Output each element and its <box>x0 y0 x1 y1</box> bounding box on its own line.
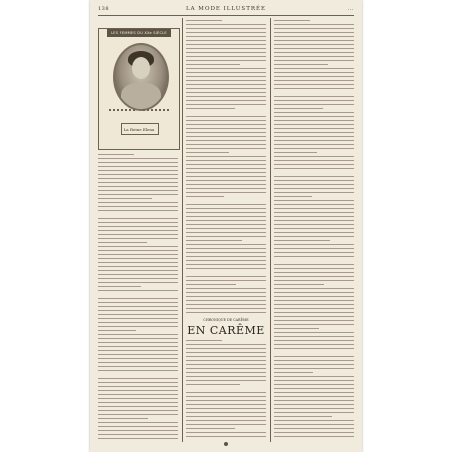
text-line <box>98 238 178 239</box>
text-line <box>186 144 266 145</box>
text-line <box>186 172 266 173</box>
text-line <box>186 20 222 21</box>
column-middle-lower-text <box>186 340 266 440</box>
text-line <box>98 182 178 183</box>
text-line <box>98 354 178 355</box>
text-line <box>186 184 266 185</box>
text-line <box>98 382 178 383</box>
text-line <box>274 264 354 265</box>
text-line <box>98 290 178 291</box>
header-rule <box>98 15 354 16</box>
text-line <box>186 412 266 413</box>
text-line <box>186 32 266 33</box>
text-line <box>274 20 310 21</box>
text-line <box>274 256 354 257</box>
text-line <box>274 136 354 137</box>
text-line <box>186 28 266 29</box>
text-line <box>98 242 147 243</box>
text-line <box>274 224 354 225</box>
text-line <box>274 356 354 357</box>
text-line <box>186 136 266 137</box>
text-line <box>274 192 354 193</box>
text-line <box>274 204 354 205</box>
text-line <box>186 232 266 233</box>
text-line <box>98 438 178 439</box>
text-line <box>274 340 354 341</box>
text-line <box>186 100 266 101</box>
text-line <box>274 236 354 237</box>
text-line <box>274 104 354 105</box>
text-line <box>98 410 178 411</box>
text-line <box>274 328 319 329</box>
text-line <box>186 236 266 237</box>
text-line <box>274 140 354 141</box>
text-line <box>274 292 354 293</box>
text-line <box>186 396 266 397</box>
text-line <box>274 284 324 285</box>
portrait-caption: La Reine Elena <box>123 127 155 132</box>
text-line <box>274 380 354 381</box>
text-line <box>274 80 354 81</box>
text-line <box>274 160 354 161</box>
text-line <box>98 186 178 187</box>
text-line <box>186 304 266 305</box>
text-line <box>274 148 354 149</box>
text-line <box>274 344 354 345</box>
text-line <box>186 348 266 349</box>
text-line <box>186 296 266 297</box>
text-line <box>186 196 224 197</box>
text-line <box>186 400 266 401</box>
text-line <box>274 56 354 57</box>
text-line <box>98 402 178 403</box>
text-line <box>274 108 323 109</box>
text-line <box>186 56 266 57</box>
column-left-text <box>98 154 178 442</box>
text-line <box>186 192 266 193</box>
text-line <box>274 308 354 309</box>
text-line <box>186 104 266 105</box>
text-line <box>274 316 354 317</box>
text-line <box>274 72 354 73</box>
text-line <box>274 348 354 349</box>
text-line <box>98 158 178 159</box>
text-line <box>186 156 266 157</box>
text-line <box>98 430 178 431</box>
text-line <box>98 434 178 435</box>
text-line <box>186 152 229 153</box>
text-line <box>274 68 354 69</box>
text-line <box>186 288 266 289</box>
magazine-page <box>90 0 362 452</box>
text-line <box>98 278 178 279</box>
text-line <box>186 36 266 37</box>
text-line <box>98 306 178 307</box>
text-line <box>98 318 178 319</box>
laurel-left-ornament <box>109 109 135 117</box>
text-line <box>186 124 266 125</box>
text-line <box>274 152 317 153</box>
section-title: EN CARÊME <box>187 324 265 337</box>
text-line <box>98 422 178 423</box>
text-line <box>186 164 266 165</box>
text-line <box>98 358 178 359</box>
text-line <box>98 426 178 427</box>
text-line <box>274 212 354 213</box>
text-line <box>186 120 266 121</box>
text-line <box>186 280 266 281</box>
text-line <box>98 386 178 387</box>
text-line <box>98 414 178 415</box>
text-line <box>274 180 354 181</box>
text-line <box>98 266 178 267</box>
text-line <box>274 248 354 249</box>
text-line <box>186 420 266 421</box>
text-line <box>186 160 266 161</box>
text-line <box>98 154 134 155</box>
text-line <box>186 408 266 409</box>
text-line <box>274 28 354 29</box>
text-line <box>186 132 266 133</box>
text-line <box>186 24 266 25</box>
text-line <box>274 432 354 433</box>
text-line <box>274 132 354 133</box>
text-line <box>274 216 354 217</box>
text-line <box>186 68 266 69</box>
text-line <box>274 124 354 125</box>
text-line <box>274 408 354 409</box>
text-line <box>274 64 328 65</box>
text-line <box>274 32 354 33</box>
text-line <box>274 116 354 117</box>
column-divider-left <box>182 18 183 442</box>
text-line <box>98 418 148 419</box>
text-line <box>186 428 235 429</box>
text-line <box>274 84 354 85</box>
text-line <box>186 340 222 341</box>
column-right-text <box>274 20 354 440</box>
text-line <box>98 342 178 343</box>
text-line <box>186 384 240 385</box>
text-line <box>186 148 266 149</box>
text-line <box>274 276 354 277</box>
text-line <box>98 390 178 391</box>
text-line <box>98 210 178 211</box>
portrait-frame <box>98 28 180 150</box>
text-line <box>274 436 354 437</box>
text-line <box>186 188 266 189</box>
text-line <box>274 272 354 273</box>
text-line <box>186 300 266 301</box>
text-line <box>186 352 266 353</box>
text-line <box>186 216 266 217</box>
text-line <box>98 250 178 251</box>
text-line <box>274 388 354 389</box>
footer-ornament <box>224 442 228 446</box>
text-line <box>186 292 266 293</box>
text-line <box>186 416 266 417</box>
text-line <box>274 196 312 197</box>
text-line <box>186 256 266 257</box>
text-line <box>186 168 266 169</box>
text-line <box>274 120 354 121</box>
text-line <box>186 224 266 225</box>
page-number: 138 <box>98 6 110 12</box>
text-line <box>186 268 266 269</box>
text-line <box>274 48 354 49</box>
text-line <box>274 36 354 37</box>
text-line <box>274 44 354 45</box>
text-line <box>274 100 354 101</box>
column-middle-text <box>186 20 266 316</box>
text-line <box>186 240 242 241</box>
text-line <box>186 372 266 373</box>
section-label: CHRONIQUE DE CARÊME <box>203 318 249 322</box>
text-line <box>274 312 354 313</box>
text-line <box>274 228 354 229</box>
text-line <box>98 282 178 283</box>
text-line <box>274 176 354 177</box>
text-line <box>274 184 354 185</box>
text-line <box>98 330 136 331</box>
text-line <box>186 308 266 309</box>
text-line <box>274 52 354 53</box>
text-line <box>274 88 354 89</box>
text-line <box>274 288 354 289</box>
text-line <box>274 360 354 361</box>
text-line <box>274 188 354 189</box>
text-line <box>186 368 266 369</box>
portrait-photo <box>113 43 169 111</box>
text-line <box>98 206 178 207</box>
text-line <box>186 176 266 177</box>
text-line <box>186 128 266 129</box>
text-line <box>98 346 178 347</box>
text-line <box>274 304 354 305</box>
text-line <box>98 350 178 351</box>
text-line <box>274 416 332 417</box>
text-line <box>98 270 178 271</box>
text-line <box>186 76 266 77</box>
text-line <box>186 264 266 265</box>
portrait-dress <box>121 83 161 111</box>
text-line <box>274 320 354 321</box>
text-line <box>186 404 266 405</box>
text-line <box>98 178 178 179</box>
portrait-face <box>132 57 150 79</box>
text-line <box>186 204 266 205</box>
text-line <box>274 364 354 365</box>
portrait-banner: LES FEMMES DU XXe SIÈCLE <box>107 29 171 37</box>
text-line <box>98 246 178 247</box>
text-line <box>98 274 178 275</box>
text-line <box>186 88 266 89</box>
text-line <box>186 344 266 345</box>
text-line <box>274 332 354 333</box>
text-line <box>186 96 266 97</box>
text-line <box>98 314 178 315</box>
text-line <box>186 360 266 361</box>
column-divider-right <box>270 18 271 442</box>
text-line <box>186 376 266 377</box>
text-line <box>98 378 178 379</box>
text-line <box>274 60 354 61</box>
text-line <box>274 300 354 301</box>
text-line <box>186 244 266 245</box>
text-line <box>274 400 354 401</box>
text-line <box>274 76 354 77</box>
text-line <box>274 376 354 377</box>
text-line <box>274 164 354 165</box>
text-line <box>274 428 354 429</box>
text-line <box>98 298 178 299</box>
text-line <box>98 162 178 163</box>
text-line <box>98 198 152 199</box>
text-line <box>274 144 354 145</box>
text-line <box>98 366 178 367</box>
text-line <box>186 260 266 261</box>
text-line <box>274 368 354 369</box>
text-line <box>98 286 141 287</box>
text-line <box>98 194 178 195</box>
text-line <box>186 212 266 213</box>
text-line <box>98 218 178 219</box>
text-line <box>274 208 354 209</box>
text-line <box>186 72 266 73</box>
text-line <box>98 226 178 227</box>
magazine-title: LA MODE ILLUSTRÉE <box>185 6 267 12</box>
text-line <box>274 232 354 233</box>
text-line <box>274 296 354 297</box>
text-line <box>186 44 266 45</box>
text-line <box>274 200 354 201</box>
text-line <box>186 180 266 181</box>
text-line <box>274 268 354 269</box>
text-line <box>186 248 266 249</box>
text-line <box>274 96 354 97</box>
text-line <box>98 326 178 327</box>
text-line <box>274 240 330 241</box>
text-line <box>186 432 266 433</box>
text-line <box>274 396 354 397</box>
text-line <box>186 140 266 141</box>
text-line <box>274 220 354 221</box>
text-line <box>98 170 178 171</box>
text-line <box>274 112 354 113</box>
text-line <box>274 24 354 25</box>
text-line <box>98 334 178 335</box>
text-line <box>98 258 178 259</box>
header-right-mark: ... <box>347 6 354 12</box>
text-line <box>98 394 178 395</box>
text-line <box>186 364 266 365</box>
laurel-right-ornament <box>143 109 169 117</box>
text-line <box>274 324 354 325</box>
text-line <box>98 222 178 223</box>
text-line <box>186 252 266 253</box>
text-line <box>274 280 354 281</box>
text-line <box>186 48 266 49</box>
text-line <box>186 64 240 65</box>
text-line <box>186 392 266 393</box>
text-line <box>98 262 178 263</box>
text-line <box>274 336 354 337</box>
text-line <box>186 108 235 109</box>
text-line <box>98 406 178 407</box>
text-line <box>186 424 266 425</box>
text-line <box>274 40 354 41</box>
text-line <box>274 128 354 129</box>
text-line <box>98 398 178 399</box>
text-line <box>98 362 178 363</box>
text-line <box>274 252 354 253</box>
text-line <box>98 230 178 231</box>
text-line <box>274 392 354 393</box>
text-line <box>98 234 178 235</box>
text-line <box>98 338 178 339</box>
text-line <box>274 372 313 373</box>
text-line <box>186 208 266 209</box>
text-line <box>186 228 266 229</box>
text-line <box>186 356 266 357</box>
text-line <box>186 380 266 381</box>
text-line <box>98 166 178 167</box>
text-line <box>186 84 266 85</box>
text-line <box>186 40 266 41</box>
text-line <box>186 116 266 117</box>
text-line <box>186 436 266 437</box>
text-line <box>186 80 266 81</box>
text-line <box>186 52 266 53</box>
text-line <box>274 420 354 421</box>
text-line <box>98 302 178 303</box>
text-line <box>274 424 354 425</box>
text-line <box>274 384 354 385</box>
text-line <box>186 220 266 221</box>
text-line <box>274 168 354 169</box>
text-line <box>98 202 178 203</box>
text-line <box>98 310 178 311</box>
text-line <box>98 174 178 175</box>
text-line <box>274 412 354 413</box>
text-line <box>98 370 178 371</box>
text-line <box>98 254 178 255</box>
text-line <box>186 312 266 313</box>
text-line <box>98 190 178 191</box>
text-line <box>274 156 354 157</box>
text-line <box>274 404 354 405</box>
text-line <box>186 60 266 61</box>
text-line <box>98 322 178 323</box>
text-line <box>274 244 354 245</box>
text-line <box>186 276 266 277</box>
text-line <box>186 284 236 285</box>
text-line <box>186 92 266 93</box>
